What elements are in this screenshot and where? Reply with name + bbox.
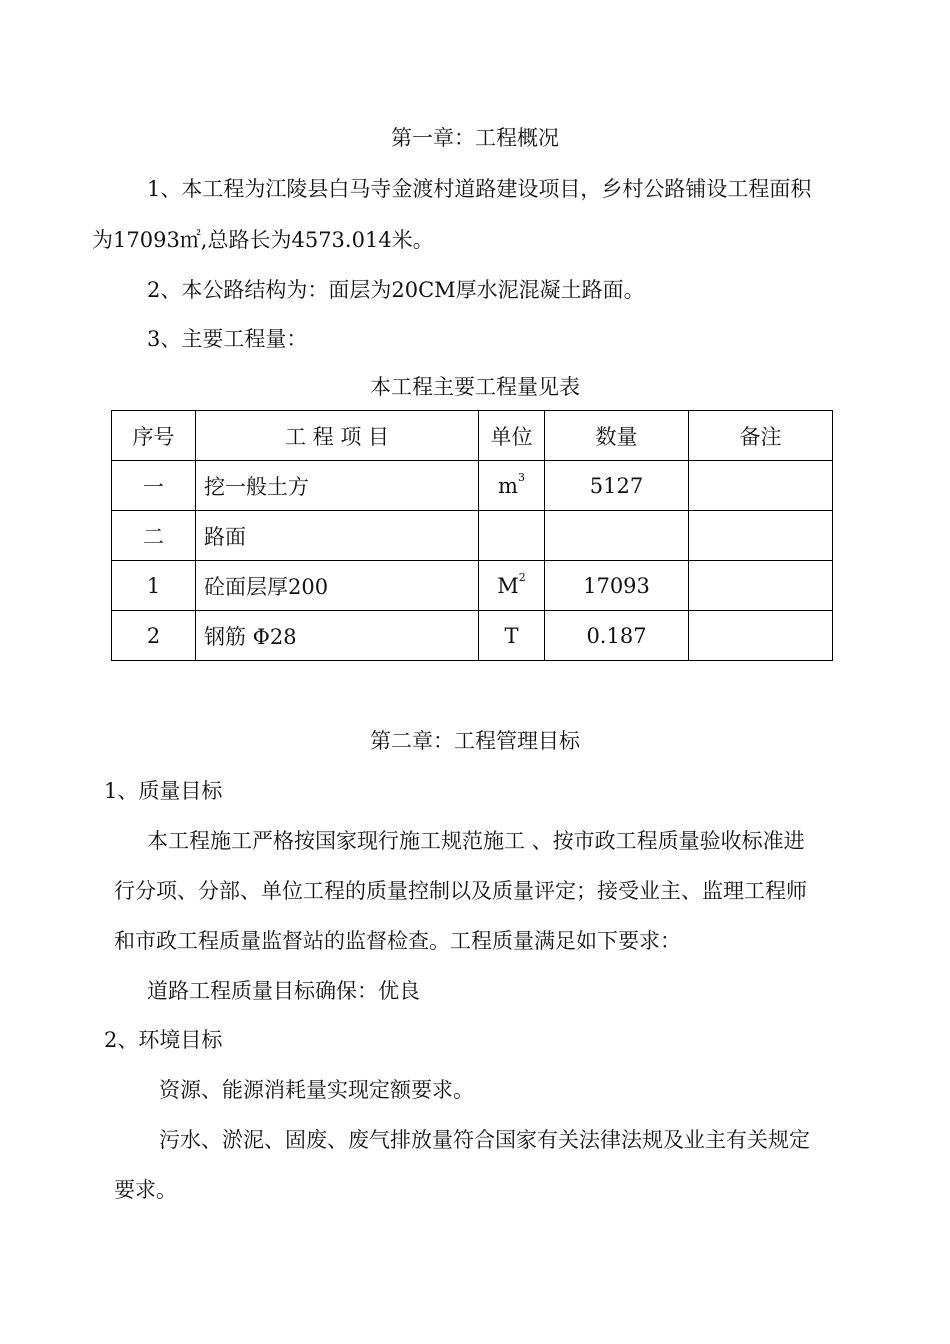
header-cell-item: 工 程 项 目 <box>196 411 479 461</box>
header-cell-qty: 数量 <box>545 411 689 461</box>
chapter1-paragraph3: 3、主要工程量： <box>147 327 308 351</box>
cell-qty <box>545 511 689 561</box>
quality-goal-paragraph-line1: 本工程施工严格按国家现行施工规范施工 、按市政工程质量验收标准进 <box>147 829 805 853</box>
environment-goal-paragraph1: 资源、能源消耗量实现定额要求。 <box>159 1078 474 1102</box>
chapter1-heading: 第一章：工程概况 <box>391 126 559 150</box>
chapter1-paragraph1-line1: 1、本工程为江陵县白马寺金渡村道路建设项目，乡村公路铺设工程面积 <box>147 177 812 201</box>
cell-qty: 0.187 <box>545 611 689 661</box>
cell-unit <box>479 561 545 611</box>
environment-goal-paragraph2-line1: 污水、淤泥、固废、废气排放量符合国家有关法律法规及业主有关规定 <box>159 1128 810 1152</box>
cell-note <box>689 611 833 661</box>
cell-note <box>689 561 833 611</box>
cell-no: 二 <box>112 511 196 561</box>
cell-note <box>689 461 833 511</box>
table-caption: 本工程主要工程量见表 <box>370 375 580 399</box>
cell-unit <box>479 461 545 511</box>
chapter2-heading: 第二章：工程管理目标 <box>370 729 580 753</box>
quality-goal-paragraph-line3: 和市政工程质量监督站的监督检查。工程质量满足如下要求： <box>114 929 681 953</box>
quality-goal-target: 道路工程质量目标确保：优良 <box>147 979 420 1003</box>
cell-no: 一 <box>112 461 196 511</box>
cell-item: 砼面层厚200 <box>196 561 479 611</box>
unit-superscript: 3 <box>517 470 525 484</box>
unit-base: M <box>497 573 519 598</box>
cell-no: 2 <box>112 611 196 661</box>
cell-item: 钢筋 Φ28 <box>196 611 479 661</box>
cell-unit <box>479 511 545 561</box>
cell-item: 路面 <box>196 511 479 561</box>
quality-goal-title: 1、质量目标 <box>104 779 223 803</box>
environment-goal-title: 2、环境目标 <box>104 1028 223 1052</box>
header-cell-unit: 单位 <box>479 411 545 461</box>
environment-goal-paragraph2-line2: 要求。 <box>114 1178 177 1202</box>
cell-qty: 5127 <box>545 461 689 511</box>
table-row <box>112 561 833 611</box>
quality-goal-paragraph-line2: 行分项、分部、单位工程的质量控制以及质量评定；接受业主、监理工程师 <box>114 879 807 903</box>
unit-base: T <box>504 623 519 648</box>
table-header-row <box>112 411 833 461</box>
table-row <box>112 461 833 511</box>
cell-item: 挖一般土方 <box>196 461 479 511</box>
chapter1-paragraph1-line2: 为17093㎡,总路长为4573.014米。 <box>92 228 434 252</box>
cell-note <box>689 511 833 561</box>
table-row <box>112 511 833 561</box>
header-cell-no: 序号 <box>112 411 196 461</box>
table-row <box>112 611 833 661</box>
cell-no: 1 <box>112 561 196 611</box>
cell-qty: 17093 <box>545 561 689 611</box>
cell-unit <box>479 611 545 661</box>
quantity-table <box>111 410 833 661</box>
unit-base: m <box>498 473 518 498</box>
header-cell-note: 备注 <box>689 411 833 461</box>
unit-superscript: 2 <box>518 570 526 584</box>
chapter1-paragraph2: 2、本公路结构为：面层为20CM厚水泥混凝土路面。 <box>147 278 645 302</box>
